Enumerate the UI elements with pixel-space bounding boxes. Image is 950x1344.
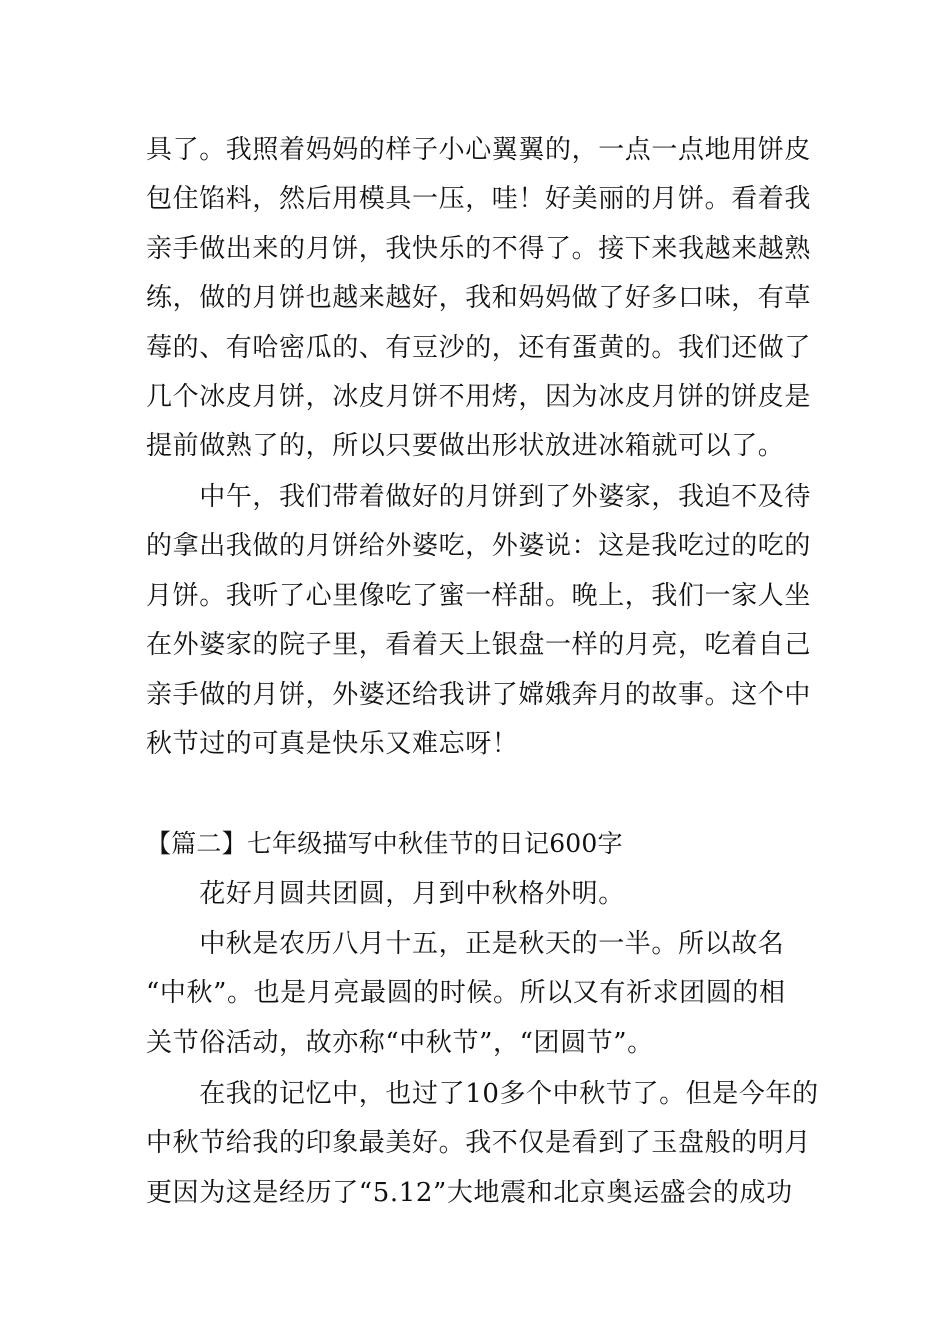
text-line: 关节俗活动，故亦称“中秋节”，“团圆节”。: [146, 1028, 654, 1058]
text-line: 秋节过的可真是快乐又难忘呀！: [146, 729, 519, 759]
text-line: 中午，我们带着做好的月饼到了外婆家，我迫不及待: [146, 482, 812, 512]
text-line: 莓的、有哈密瓜的、有豆沙的，还有蛋黄的。我们还做了: [146, 333, 812, 363]
text-line: 练，做的月饼也越来越好，我和妈妈做了好多口味，有草: [146, 283, 812, 313]
text-line: 在外婆家的院子里，看着天上银盘一样的月亮，吃着自己: [146, 630, 812, 660]
text-line: 亲手做的月饼，外婆还给我讲了嫦娥奔月的故事。这个中: [146, 680, 812, 710]
text-line: 中秋是农历八月十五，正是秋天的一半。所以故名: [146, 929, 785, 959]
text-line: 的拿出我做的月饼给外婆吃，外婆说：这是我吃过的吃的: [146, 531, 812, 561]
text-line: 包住馅料，然后用模具一压，哇！好美丽的月饼。看着我: [146, 184, 812, 214]
text-line: 亲手做出来的月饼，我快乐的不得了。接下来我越来越熟: [146, 234, 812, 264]
text-line: 几个冰皮月饼，冰皮月饼不用烤，因为冰皮月饼的饼皮是: [146, 382, 812, 412]
text-line: 中秋节给我的印象最美好。我不仅是看到了玉盘般的明月: [146, 1128, 812, 1158]
text-line: 在我的记忆中，也过了10多个中秋节了。但是今年的: [146, 1079, 819, 1109]
section-title: 【篇二】七年级描写中秋佳节的日记600字: [146, 829, 623, 858]
text-line: 月饼。我听了心里像吃了蜜一样甜。晚上，我们一家人坐: [146, 581, 812, 611]
text-line: 提前做熟了的，所以只要做出形状放进冰箱就可以了。: [146, 431, 785, 461]
text-line: 更因为这是经历了“5.12”大地震和北京奥运盛会的成功: [146, 1178, 793, 1208]
text-line: 具了。我照着妈妈的样子小心翼翼的，一点一点地用饼皮: [146, 135, 812, 165]
text-line: “中秋”。也是月亮最圆的时候。所以又有祈求团圆的相: [146, 978, 786, 1008]
text-line: 花好月圆共团圆，月到中秋格外明。: [146, 879, 625, 909]
